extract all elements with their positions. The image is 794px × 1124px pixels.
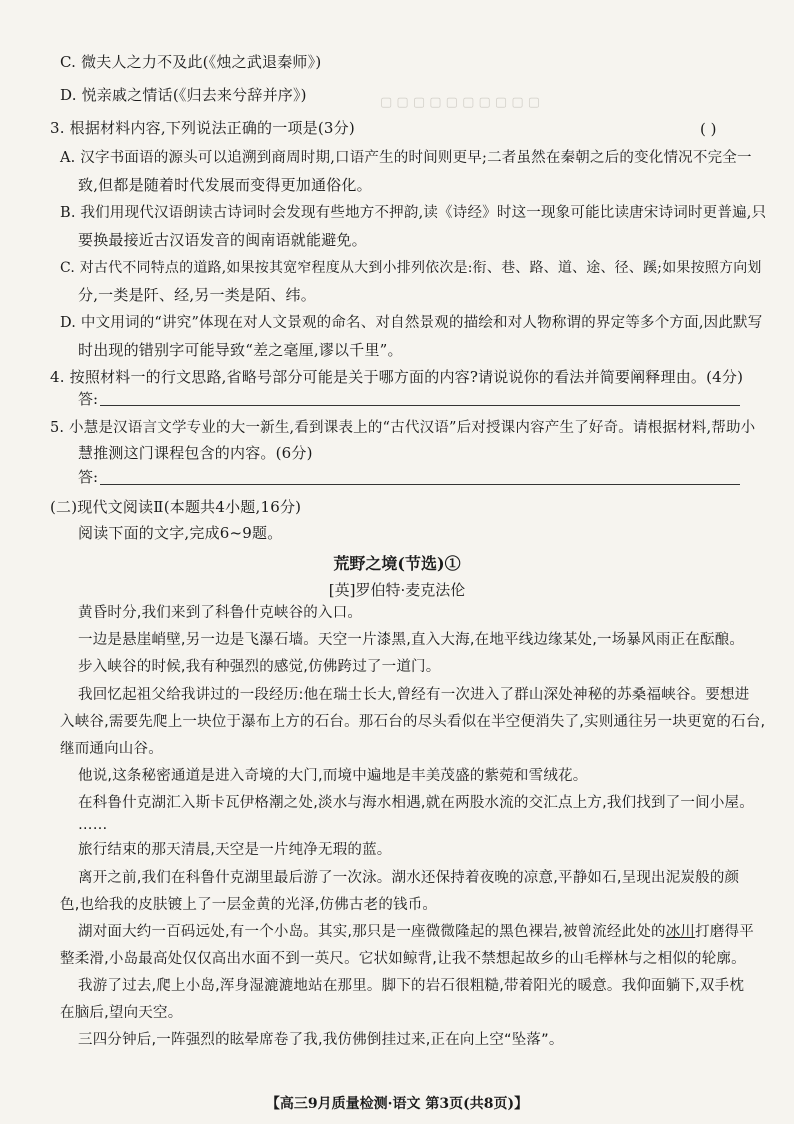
article-paragraph-8-line2: 色,也给我的皮肤镀上了一层金黄的光泽,仿佛古老的钱币。 [60, 897, 438, 913]
q3-option-d-line2: 时出现的错别字可能导致“差之毫厘,谬以千里”。 [78, 341, 403, 359]
q4-answer-line[interactable] [100, 405, 740, 406]
article-title: 荒野之境(节选)① [333, 554, 461, 573]
article-paragraph-1: 黄昏时分,我们来到了科鲁什克峡谷的入口。 [78, 605, 363, 621]
q3-option-b-line2: 要换最接近古汉语发音的闽南语就能避免。 [78, 231, 367, 249]
q5-stem-line2: 慧推测这门课程包含的内容。(6分) [78, 444, 313, 462]
option-c-top: C. 微夫人之力不及此(《烛之武退秦师》) [60, 53, 322, 71]
q3-answer-paren[interactable]: ( ) [700, 120, 717, 138]
article-paragraph-4-line2: 入峡谷,需要先爬上一块位于瀑布上方的石台。那石台的尽头看似在半空便消失了,实则通往另一块更宽的石台, [60, 714, 766, 730]
p9-underlined-word: 冰川 [665, 924, 696, 940]
q3-option-c-line1: C. 对古代不同特点的道路,如果按其宽窄程度从大到小排列依次是:衔、巷、路、道、途、径、蹊;如果按照方向划 [60, 260, 762, 276]
q3-stem: 3. 根据材料内容,下列说法正确的一项是(3分) [50, 119, 355, 137]
article-paragraph-9-line2: 整柔滑,小岛最高处仅仅高出水面不到一英尺。它状如鲸背,让我不禁想起故乡的山毛榉林与之相似的轮廓。 [60, 951, 746, 967]
article-paragraph-2: 一边是悬崖峭壁,另一边是飞瀑石墙。天空一片漆黑,直入大海,在地平线边缘某处,一场暴风雨正在酝酿。 [78, 632, 745, 648]
q3-option-a-line2: 致,但都是随着时代发展而变得更加通俗化。 [78, 176, 372, 194]
q3-option-a-line1: A. 汉字书面语的源头可以追溯到商周时期,口语产生的时间则更早;二者虽然在秦朝之后的变化情况不完全一 [60, 150, 752, 166]
q5-answer-line[interactable] [100, 484, 740, 485]
article-paragraph-8-line1: 离开之前,我们在科鲁什克湖里最后游了一次泳。湖水还保持着夜晚的凉意,平静如石,呈现出泥炭般的颜 [78, 870, 740, 886]
q5-answer-label: 答: [78, 468, 99, 486]
q3-option-b-line1: B. 我们用现代汉语朗读古诗词时会发现有些地方不押韵,读《诗经》时这一现象可能比读唐宋诗词时更普遍,只 [60, 205, 767, 221]
article-paragraph-6: 在科鲁什克湖汇入斯卡瓦伊格潮之处,淡水与海水相遇,就在两股水流的交汇点上方,我们找到了一间小屋。 [78, 795, 754, 811]
q4-answer-label: 答: [78, 390, 99, 408]
option-d-top: D. 悦亲戚之情话(《归去来兮辞并序》) [60, 86, 307, 104]
section2-instruction: 阅读下面的文字,完成6~9题。 [78, 524, 283, 542]
article-paragraph-9-line1 [78, 922, 754, 942]
article-paragraph-5: 他说,这条秘密通道是进入奇境的大门,而境中遍地是丰美茂盛的紫菀和雪绒花。 [78, 768, 588, 784]
p9-text-post: 打磨得平 [695, 924, 754, 940]
article-paragraph-3: 步入峡谷的时候,我有种强烈的感觉,仿佛跨过了一道门。 [78, 659, 441, 675]
q3-option-d-line1: D. 中文用词的“讲究”体现在对人文景观的命名、对自然景观的描绘和对人物称谓的界定等多个方面,因此默写 [60, 315, 763, 331]
article-paragraph-10-line1: 我游了过去,爬上小岛,浑身湿漉漉地站在那里。脚下的岩石很粗糙,带着阳光的暖意。我仰面躺下,双手枕 [78, 978, 745, 994]
article-paragraph-7: 旅行结束的那天清晨,天空是一片纯净无瑕的蓝。 [78, 842, 392, 858]
q4-stem: 4. 按照材料一的行文思路,省略号部分可能是关于哪方面的内容?请说说你的看法并简要阐释理由。(4分) [50, 368, 744, 386]
show-through-decoration: ▢ ▢ ▢ ▢ ▢ ▢ ▢ ▢ ▢ ▢ [380, 95, 541, 110]
article-paragraph-4-line3: 继而通向山谷。 [60, 741, 163, 757]
page-footer: 【高三9月质量检测·语文 第3页(共8页)】 [265, 1096, 529, 1112]
q3-option-c-line2: 分,一类是阡、经,另一类是陌、纬。 [78, 286, 316, 304]
q5-stem-line1: 5. 小慧是汉语言文学专业的大一新生,看到课表上的“古代汉语”后对授课内容产生了好奇。请根据材料,帮助小 [50, 420, 756, 436]
article-ellipsis: …… [78, 817, 108, 833]
article-author: [英]罗伯特·麦克法伦 [328, 581, 466, 599]
article-paragraph-11: 三四分钟后,一阵强烈的眩晕席卷了我,我仿佛倒挂过来,正在向上空“坠落”。 [78, 1032, 564, 1048]
section2-heading: (二)现代文阅读Ⅱ(本题共4小题,16分) [50, 498, 302, 516]
article-paragraph-4-line1: 我回忆起祖父给我讲过的一段经历:他在瑞士长大,曾经有一次进入了群山深处神秘的苏桑福峡谷。要想进 [78, 687, 750, 703]
p9-text-pre: 湖对面大约一百码远处,有一个小岛。其实,那只是一座微微隆起的黑色裸岩,被曾流经此处的 [78, 924, 666, 940]
article-paragraph-10-line2: 在脑后,望向天空。 [60, 1005, 183, 1021]
